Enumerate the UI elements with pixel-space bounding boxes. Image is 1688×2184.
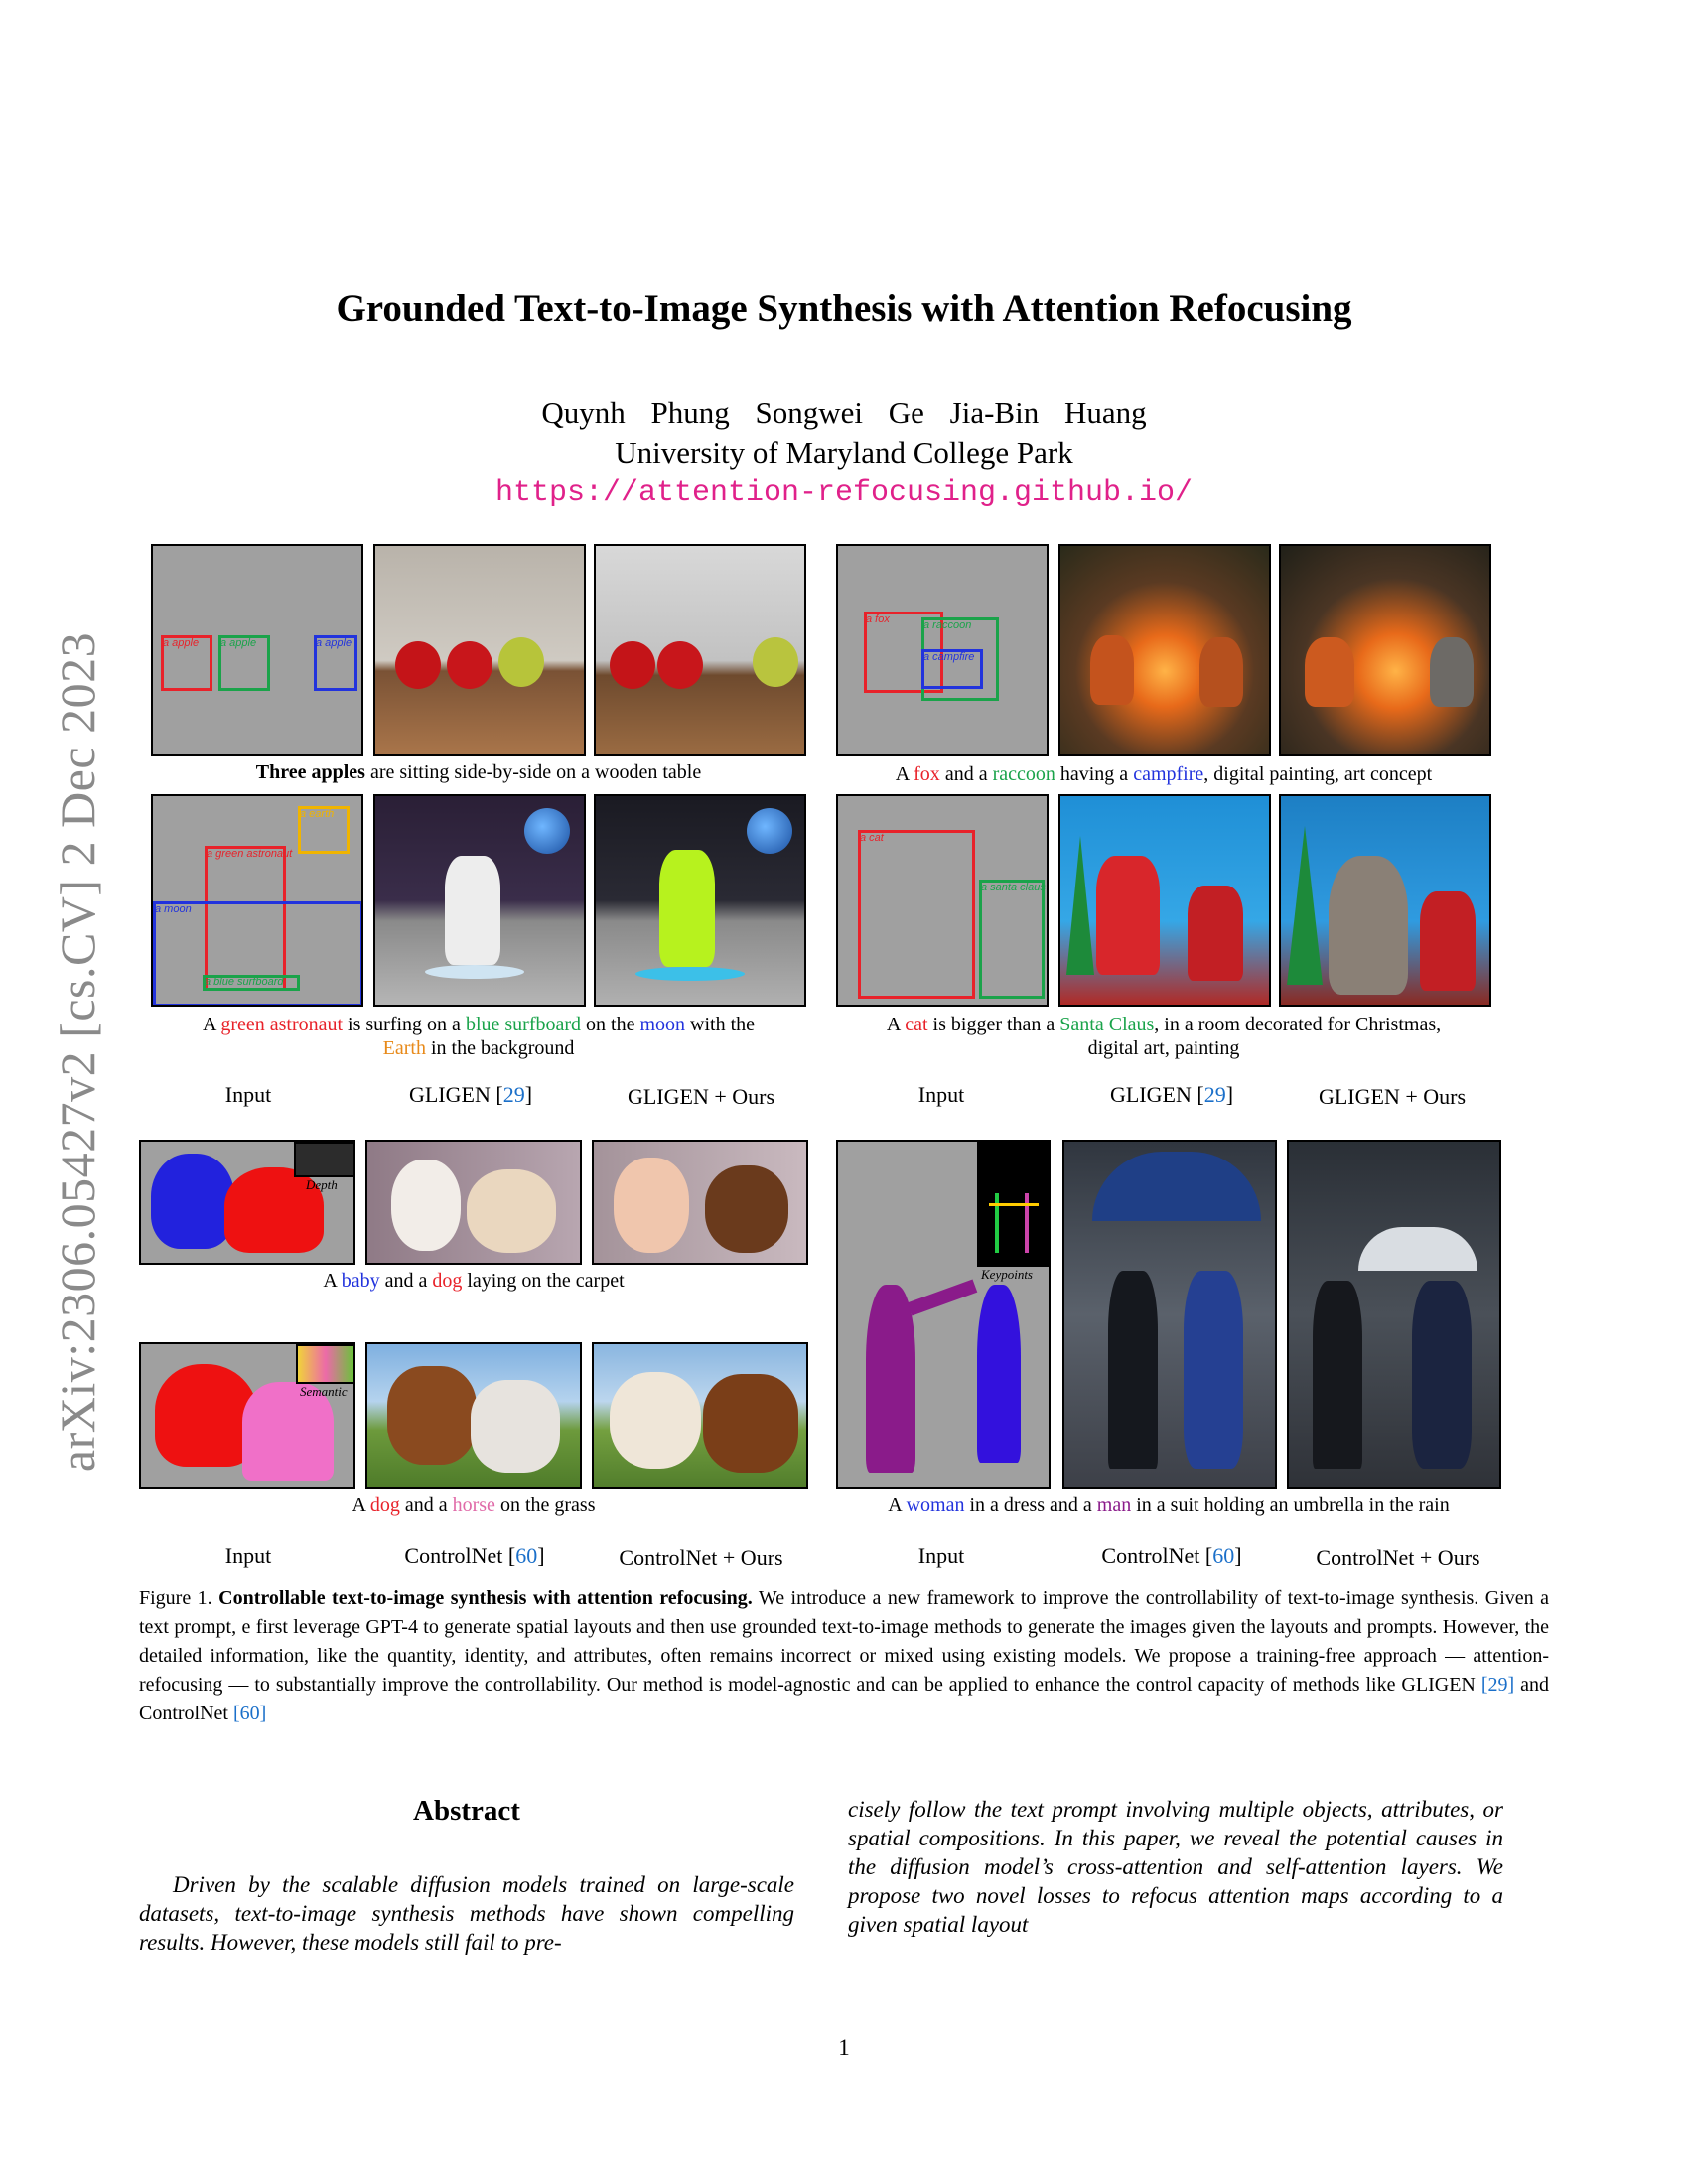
column-label-gligen-ours: GLIGEN + Ours <box>627 1084 775 1109</box>
abstract-heading: Abstract <box>413 1795 520 1827</box>
bbox-label: a raccoon <box>923 619 972 631</box>
prompt-caption-cat: A cat is bigger than a Santa Claus, in a room decorated for Christmas, digital art, painting <box>886 1014 1442 1059</box>
bbox-label: a apple <box>163 637 200 649</box>
keypoint-input-woman-man <box>836 1140 1051 1489</box>
prompt-caption-astronaut: A green astronaut is surfing on a blue surfboard on the moon with the Earth in the background <box>202 1014 756 1059</box>
layout-input-astronaut <box>151 794 363 1007</box>
bbox-label: a blue surfboard <box>205 976 284 988</box>
column-label-controlnet: ControlNet [60] <box>1101 1543 1242 1568</box>
controlnet-ours-output-woman-man <box>1287 1140 1501 1489</box>
citation-link[interactable]: [60] <box>233 1703 267 1724</box>
gligen-ours-output-fox <box>1279 544 1491 756</box>
column-label-input: Input <box>224 1543 272 1568</box>
controlnet-output-dog-horse <box>365 1342 582 1489</box>
bbox-label: a santa claus <box>981 882 1046 893</box>
gligen-output-fox <box>1058 544 1271 756</box>
citation-link[interactable]: 29 <box>502 1082 525 1107</box>
prompt-caption-fox: A fox and a raccoon having a campfire, digital painting, art concept <box>895 763 1433 785</box>
column-label-controlnet-ours: ControlNet + Ours <box>1316 1545 1480 1570</box>
inset-label: Keypoints <box>981 1267 1033 1282</box>
keypoints-inset <box>977 1142 1051 1267</box>
controlnet-output-woman-man <box>1062 1140 1277 1489</box>
prompt-caption-baby-dog: A baby and a dog laying on the carpet <box>323 1270 625 1292</box>
layout-input-cat <box>836 794 1049 1007</box>
paper-title: Grounded Text-to-Image Synthesis with Attention Refocusing <box>336 287 1352 330</box>
column-label-controlnet-ours: ControlNet + Ours <box>619 1545 783 1570</box>
layout-input-fox <box>836 544 1049 756</box>
bbox-label: a fox <box>866 614 890 625</box>
inset-label: Semantic <box>300 1384 348 1399</box>
controlnet-output-baby-dog <box>365 1140 582 1265</box>
column-label-gligen: GLIGEN [29] <box>408 1082 533 1107</box>
bbox-label: a cat <box>860 832 884 844</box>
bbox-label: a moon <box>155 903 192 915</box>
bbox-label: a apple <box>220 637 257 649</box>
depth-inset <box>294 1142 355 1177</box>
abstract-text-left: Driven by the scalable diffusion models trained on large-scale datasets, text-to-image synthesis methods have shown compelling results. However, these models still fail to pre- <box>139 1872 794 1955</box>
column-label-controlnet: ControlNet [60] <box>404 1543 545 1568</box>
figure-caption: Figure 1. Controllable text-to-image synthesis with attention refocusing. We introduce a new framework to improve the controllability of text-to-image synthesis. Given a text prompt, e first leverage GPT-4 to generate spatial layouts and then use grounded text-to-image methods to generate the images given the layouts and prompts. However, the detailed information, like the quantity, identity, and attributes, often remains incorrect or mixed using existing models. We propose a training-free approach — attention-refocusing — to substantially improve the controllability. Our method is model-agnostic and can be applied to enhance the control capacity of methods like GLIGEN [29] and ControlNet [60] <box>139 1587 1549 1724</box>
gligen-output-apples <box>373 544 586 756</box>
gligen-output-astronaut <box>373 794 586 1007</box>
affiliation: University of Maryland College Park <box>615 435 1073 470</box>
arxiv-id: arXiv:2306.05427v2 [cs.CV] 2 Dec 2023 <box>50 631 105 1473</box>
bbox-label: a apple <box>316 637 352 649</box>
column-label-input: Input <box>917 1082 965 1107</box>
prompt-caption-woman-man: A woman in a dress and a man in a suit holding an umbrella in the rain <box>888 1494 1450 1516</box>
bbox-santa <box>979 880 1045 999</box>
citation-link[interactable]: 60 <box>1212 1543 1235 1568</box>
bbox-label: a earth <box>300 808 335 820</box>
prompt-caption-apples: Three apples are sitting side-by-side on a wooden table <box>255 761 702 783</box>
controlnet-ours-output-dog-horse <box>592 1342 808 1489</box>
gligen-ours-output-cat <box>1279 794 1491 1007</box>
semantic-input-dog-horse <box>139 1342 355 1489</box>
bbox-cat <box>858 830 975 999</box>
bbox-moon <box>153 901 363 1007</box>
citation-link[interactable]: [29] <box>1480 1674 1515 1696</box>
depth-input-baby-dog <box>139 1140 355 1265</box>
bbox-label: a campfire <box>923 651 975 663</box>
prompt-caption-dog-horse: A dog and a horse on the grass <box>352 1494 596 1516</box>
gligen-ours-output-astronaut <box>594 794 806 1007</box>
project-url-link[interactable]: https://attention-refocusing.github.io/ <box>494 477 1194 510</box>
controlnet-ours-output-baby-dog <box>592 1140 808 1265</box>
bbox-label: a green astronaut <box>207 848 293 860</box>
column-label-input: Input <box>224 1082 272 1107</box>
citation-link[interactable]: 29 <box>1203 1082 1226 1107</box>
semantic-inset <box>296 1344 355 1384</box>
arxiv-sidebar-stamp <box>28 556 127 1549</box>
page-number: 1 <box>838 2035 850 2060</box>
author-list: Quynh Phung Songwei Ge Jia-Bin Huang <box>541 395 1147 430</box>
layout-input-apples <box>151 544 363 756</box>
abstract-text-right: cisely follow the text prompt involving multiple objects, attributes, or spatial compositions. In this paper, we reveal the potential causes in the diffusion model’s cross-attention and self-attention layers. We propose two novel losses to refocus attention maps according to a given spatial layout <box>848 1797 1503 1937</box>
column-label-gligen-ours: GLIGEN + Ours <box>1318 1084 1467 1109</box>
gligen-output-cat <box>1058 794 1271 1007</box>
column-label-gligen: GLIGEN [29] <box>1109 1082 1234 1107</box>
column-label-input: Input <box>917 1543 965 1568</box>
inset-label: Depth <box>306 1177 338 1192</box>
gligen-ours-output-apples <box>594 544 806 756</box>
citation-link[interactable]: 60 <box>515 1543 538 1568</box>
